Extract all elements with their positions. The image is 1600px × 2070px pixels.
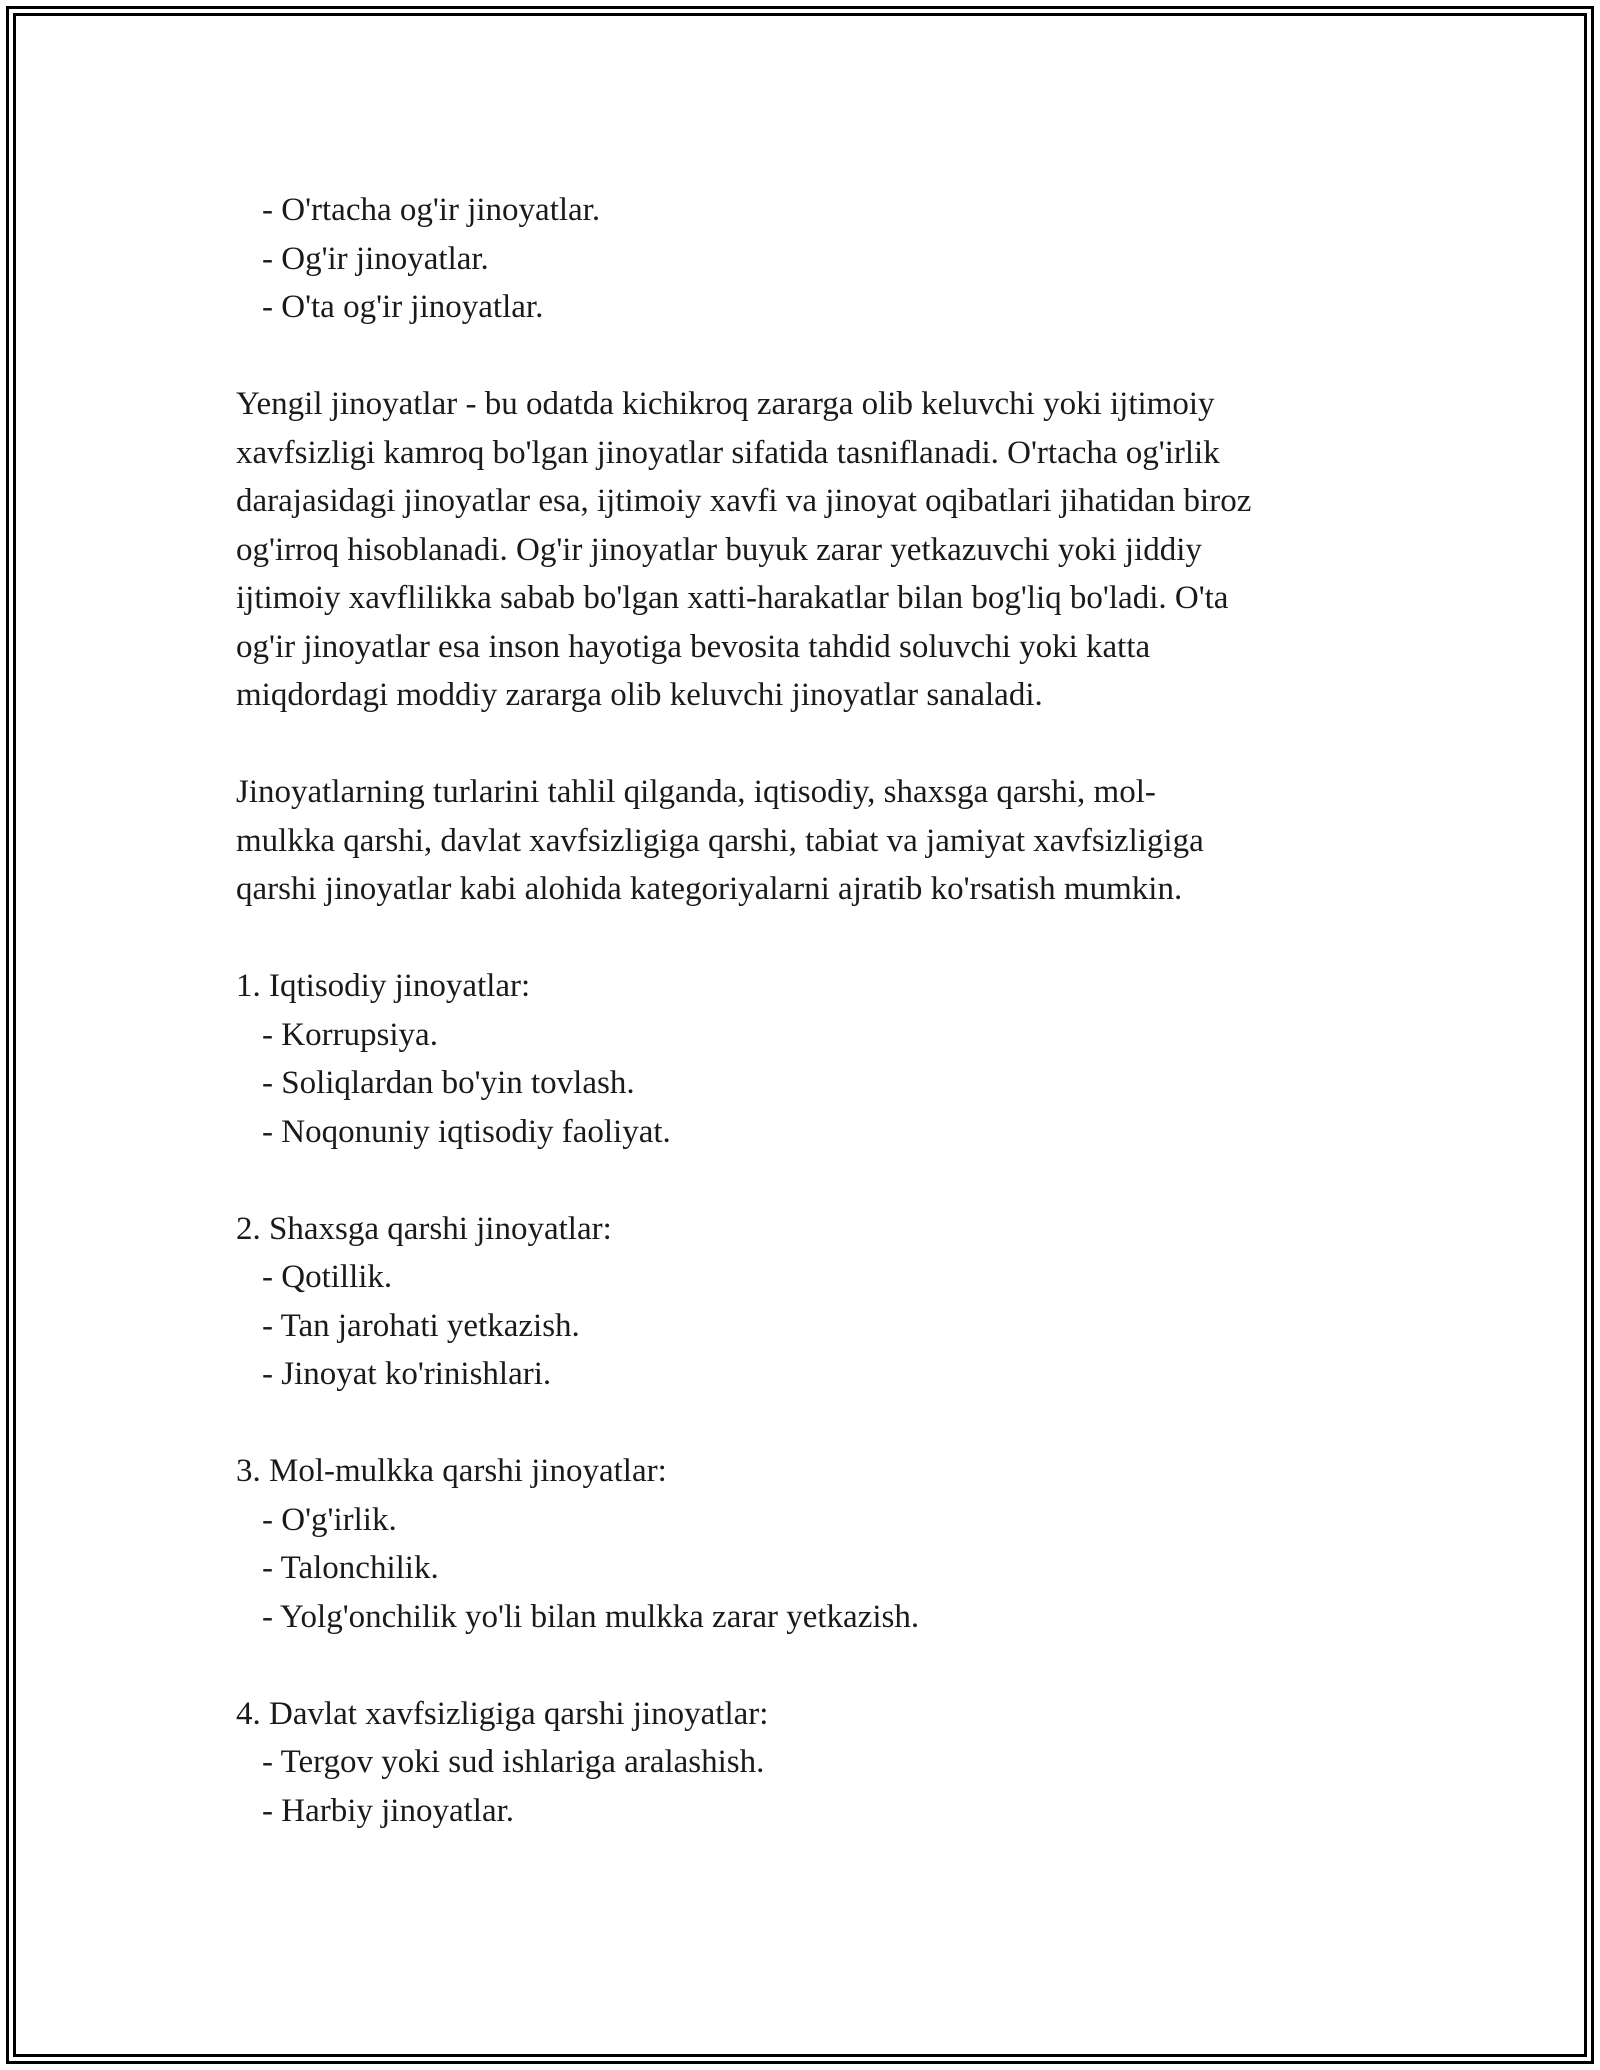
list-item: - Yolg'onchilik yo'li bilan mulkka zarar yetkazish. (262, 1598, 920, 1635)
list-item: - Soliqlardan bo'yin tovlash. (262, 1065, 635, 1101)
list-item: - Talonchilik. (262, 1550, 439, 1586)
paragraph-line: qarshi jinoyatlar kabi alohida kategoriyalarni ajratib ko'rsatish mumkin. (236, 871, 1183, 907)
document-body (236, 186, 1386, 1835)
paragraph-crime-types (236, 768, 1386, 914)
spacer (236, 720, 1386, 769)
paragraph-line: Yengil jinoyatlar - bu odatda kichikroq zararga olib keluvchi yoki ijtimoiy (236, 386, 1215, 422)
paragraph-line: xavfsizligi kamroq bo'lgan jinoyatlar sifatida tasniflanadi. O'rtacha og'irlik (236, 434, 1220, 471)
list-item: - Og'ir jinoyatlar. (262, 240, 489, 277)
section-heading: 3. Mol-mulkka qarshi jinoyatlar: (236, 1453, 667, 1489)
paragraph-line: darajasidagi jinoyatlar esa, ijtimoiy xavfi va jinoyat oqibatlari jihatidan biroz (236, 483, 1252, 519)
paragraph-crime-severity (236, 380, 1386, 720)
section-crimes-against-person (236, 1205, 1386, 1399)
list-item: - Noqonuniy iqtisodiy faoliyat. (262, 1113, 671, 1150)
list-item: - Korrupsiya. (262, 1016, 438, 1053)
spacer (236, 914, 1386, 963)
list-item: - O'g'irlik. (262, 1501, 397, 1538)
list-item: - Tan jarohati yetkazish. (262, 1307, 580, 1344)
list-item: - Jinoyat ko'rinishlari. (262, 1356, 552, 1392)
spacer (236, 1641, 1386, 1690)
paragraph-line: mulkka qarshi, davlat xavfsizligiga qarshi, tabiat va jamiyat xavfsizligiga (236, 822, 1204, 859)
list-item: - Qotillik. (262, 1259, 393, 1295)
spacer (236, 1399, 1386, 1448)
list-item: - O'ta og'ir jinoyatlar. (262, 289, 544, 325)
spacer (236, 1156, 1386, 1205)
intro-list (236, 186, 1386, 332)
paragraph-line: og'irroq hisoblanadi. Og'ir jinoyatlar buyuk zarar yetkazuvchi yoki jiddiy (236, 531, 1202, 568)
section-economic-crimes (236, 962, 1386, 1156)
paragraph-line: ijtimoiy xavflilikka sabab bo'lgan xatti-harakatlar bilan bog'liq bo'ladi. O'ta (236, 580, 1229, 616)
paragraph-line: Jinoyatlarning turlarini tahlil qilganda, iqtisodiy, shaxsga qarshi, mol- (236, 774, 1156, 810)
spacer (236, 332, 1386, 381)
paragraph-line: miqdordagi moddiy zararga olib keluvchi jinoyatlar sanaladi. (236, 677, 1043, 713)
section-property-crimes (236, 1447, 1386, 1641)
list-item: - O'rtacha og'ir jinoyatlar. (262, 192, 601, 228)
list-item: - Harbiy jinoyatlar. (262, 1792, 515, 1829)
section-heading: 4. Davlat xavfsizligiga qarshi jinoyatlar: (236, 1695, 769, 1732)
section-state-security-crimes (236, 1690, 1386, 1836)
paragraph-line: og'ir jinoyatlar esa inson hayotiga bevosita tahdid soluvchi yoki katta (236, 628, 1151, 665)
section-heading: 2. Shaxsga qarshi jinoyatlar: (236, 1210, 612, 1247)
list-item: - Tergov yoki sud ishlariga aralashish. (262, 1744, 765, 1780)
section-heading: 1. Iqtisodiy jinoyatlar: (236, 968, 531, 1004)
